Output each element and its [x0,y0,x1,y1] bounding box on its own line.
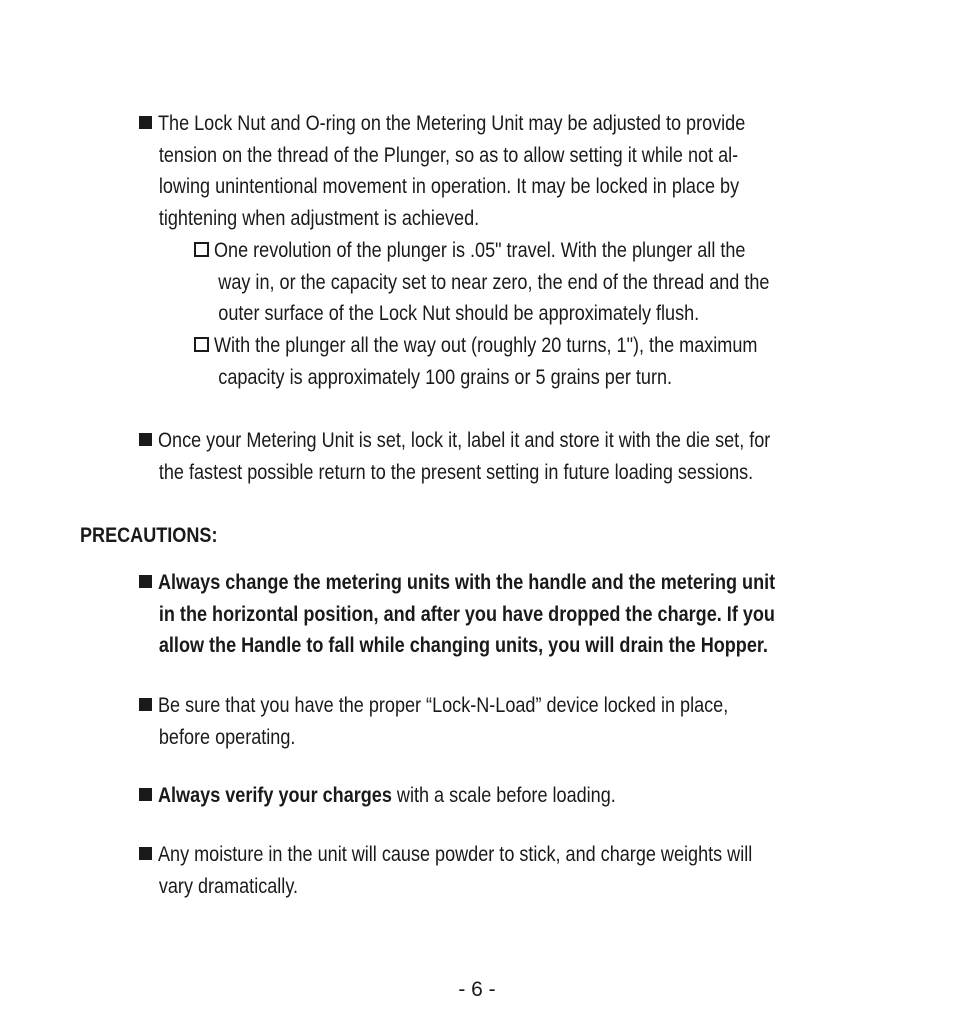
square-bullet-icon [139,847,152,860]
square-bullet-icon [139,575,152,588]
text-line: Any moisture in the unit will cause powder to stick, and charge weights will [158,843,753,866]
precaution-lock-n-load [158,690,728,753]
precaution-change-units [158,567,775,662]
emphasis-text: Always verify your charges [158,784,392,807]
text-line: before operating. [158,725,296,749]
paragraph-lock-nut [158,108,745,234]
paragraph-revolution [214,235,769,330]
paragraph-max-capacity [214,330,757,393]
page-number: - 6 - [458,978,496,1001]
text-line: vary dramatically. [158,874,299,898]
hollow-square-bullet-icon [194,242,209,257]
text-line: the fastest possible return to the present setting in future loading sessions. [158,460,754,484]
text-line: with a scale before loading. [391,784,616,807]
precaution-verify-charges [158,780,616,812]
text-line: Always change the metering units with the handle and the metering unit [158,571,776,594]
text-line: tension on the thread of the Plunger, so as to allow setting it while not al- [158,143,739,167]
text-line: Be sure that you have the proper “Lock-N-Load” device locked in place, [158,694,729,717]
text-line: The Lock Nut and O-ring on the Metering Unit may be adjusted to provide [158,112,746,135]
hollow-square-bullet-icon [194,337,209,352]
square-bullet-icon [139,433,152,446]
square-bullet-icon [139,116,152,129]
text-line: allow the Handle to fall while changing units, you will drain the Hopper. [158,634,768,657]
precaution-moisture [158,839,752,902]
text-line: lowing unintentional movement in operation. It may be locked in place by [158,175,740,198]
text-line: One revolution of the plunger is .05" travel. With the plunger all the [214,239,746,262]
text-line: capacity is approximately 100 grains or 5 grains per turn. [218,365,673,389]
text-line: outer surface of the Lock Nut should be approximately flush. [218,302,700,325]
text-line: in the horizontal position, and after you have dropped the charge. If you [158,602,775,626]
text-line: With the plunger all the way out (roughly 20 turns, 1"), the maximum [214,334,758,357]
text-line: Once your Metering Unit is set, lock it, label it and store it with the die set, for [158,429,771,452]
text-line: tightening when adjustment is achieved. [158,206,480,230]
paragraph-store-unit [158,425,770,488]
square-bullet-icon [139,698,152,711]
square-bullet-icon [139,788,152,801]
precautions-heading: PRECAUTIONS: [80,524,218,547]
text-line: way in, or the capacity set to near zero, the end of the thread and the [218,270,770,294]
